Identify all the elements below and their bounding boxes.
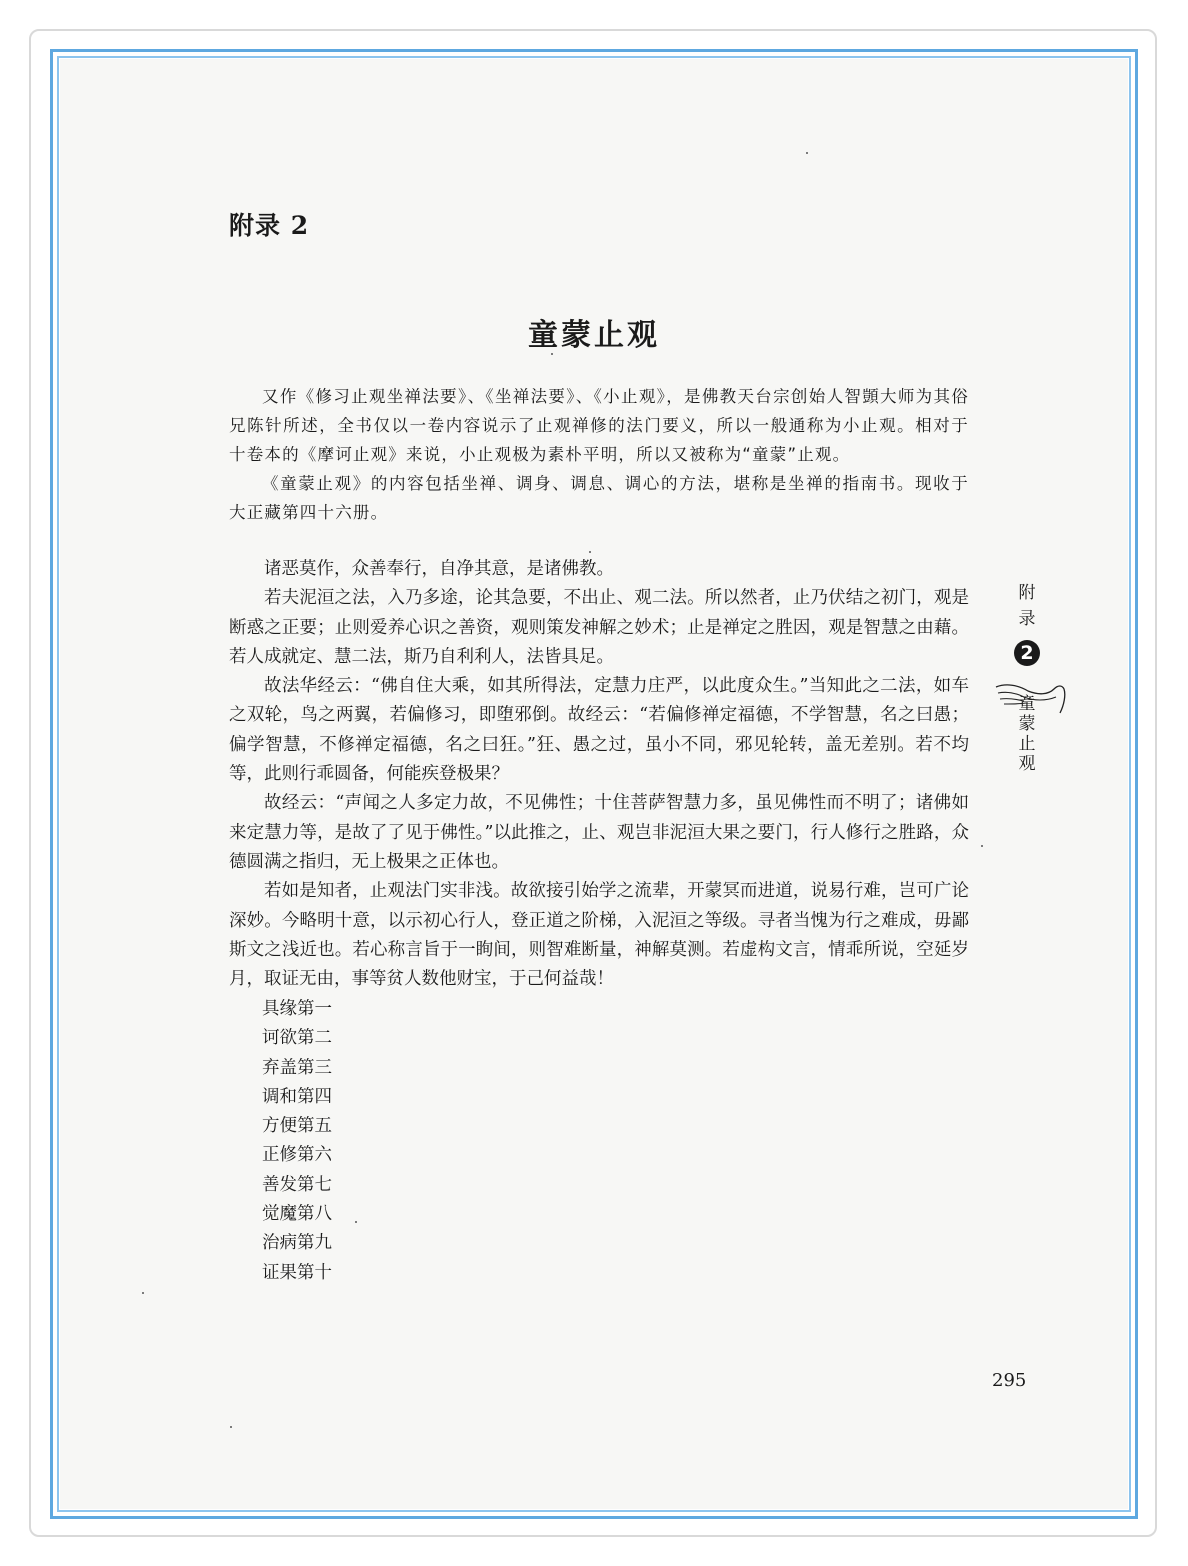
chapter-item: 治病第九 [262,1233,332,1254]
chapter-item: 诃欲第二 [262,1028,332,1049]
chapter-list [262,995,332,1288]
chapter-item: 觉魔第八 [262,1204,332,1225]
page-title: 童蒙止观 [528,318,660,353]
scan-speck [589,551,591,553]
scan-speck [355,1221,357,1223]
body-paragraph: 故经云：“声闻之人多定力故，不见佛性；十住菩萨智慧力多，虽见佛性而不明了；诸佛如来定慧力等，是故了了见于佛性。”以此推之，止、观岂非泥洹大果之要门，行人修行之胜路，众德圆满之指归，无上极果之正体也。 [229,793,969,872]
side-tab-char: 童 [1018,694,1036,714]
scan-speck [806,152,808,154]
chapter-item: 方便第五 [262,1116,332,1137]
scan-speck [230,1426,232,1428]
main-text [229,555,969,994]
side-tab-char: 观 [1018,754,1036,774]
chapter-item: 正修第六 [262,1145,332,1166]
chapter-item: 弃盖第三 [262,1057,332,1078]
side-tab-char: 附 [1018,583,1036,603]
chapter-item: 证果第十 [262,1262,332,1283]
side-tab-char: 止 [1018,734,1036,754]
body-paragraph: 若如是知者，止观法门实非浅。故欲接引始学之流辈，开蒙冥而进道，说易行难，岂可广论深妙。今略明十意，以示初心行人，登正道之阶梯，入泥洹之等级。寻者当愧为行之难成，毋鄙斯文之浅近也。若心称言旨于一眴间，则智难断量，神解莫测。若虚构文言，情乖所说，空延岁月，取证无由，事等贫人数他财宝，于己何益哉！ [229,881,969,990]
chapter-item: 善发第七 [262,1174,332,1195]
page-number: 295 [992,1370,1027,1391]
chapter-item: 调和第四 [262,1086,332,1107]
side-tab-char: 蒙 [1018,714,1036,734]
scan-speck [981,845,983,847]
side-tab-char: 录 [1018,609,1036,629]
appendix-number-badge: 2 [1014,640,1040,666]
open-hand-icon [994,673,1068,717]
intro-section [229,382,969,527]
scan-speck [142,1292,144,1294]
intro-paragraph: 《童蒙止观》的内容包括坐禅、调身、调息、调心的方法，堪称是坐禅的指南书。现收于大正藏第四十六册。 [229,474,969,522]
intro-paragraph: 又作《修习止观坐禅法要》、《坐禅法要》、《小止观》，是佛教天台宗创始人智顗大师为其俗兄陈针所述，全书仅以一卷内容说示了止观禅修的法门要义，所以一般通称为小止观。相对于十卷本的《摩诃止观》来说，小止观极为素朴平明，所以又被称为“童蒙”止观。 [229,387,969,464]
chapter-item: 具缘第一 [262,999,332,1019]
body-paragraph: 若夫泥洹之法，入乃多途，论其急要，不出止、观二法。所以然者，止乃伏结之初门，观是断惑之正要；止则爱养心识之善资，观则策发神解之妙术；止是禅定之胜因，观是智慧之由藉。若人成就定、慧二法，斯乃自利利人，法皆具足。 [229,588,969,667]
body-paragraph: 诸恶莫作，众善奉行，自净其意，是诸佛教。 [264,559,614,579]
appendix-heading: 附录 2 [229,211,310,240]
body-paragraph: 故法华经云：“佛自住大乘，如其所得法，定慧力庄严，以此度众生。”当知此之二法，如车之双轮，鸟之两翼，若偏修习，即堕邪倒。故经云：“若偏修禅定福德，不学智慧，名之曰愚；偏学智慧，不修禅定福德，名之曰狂。”狂、愚之过，虽小不同，邪见轮转，盖无差别。若不均等，此则行乖圆备，何能疾登极果？ [229,676,969,785]
